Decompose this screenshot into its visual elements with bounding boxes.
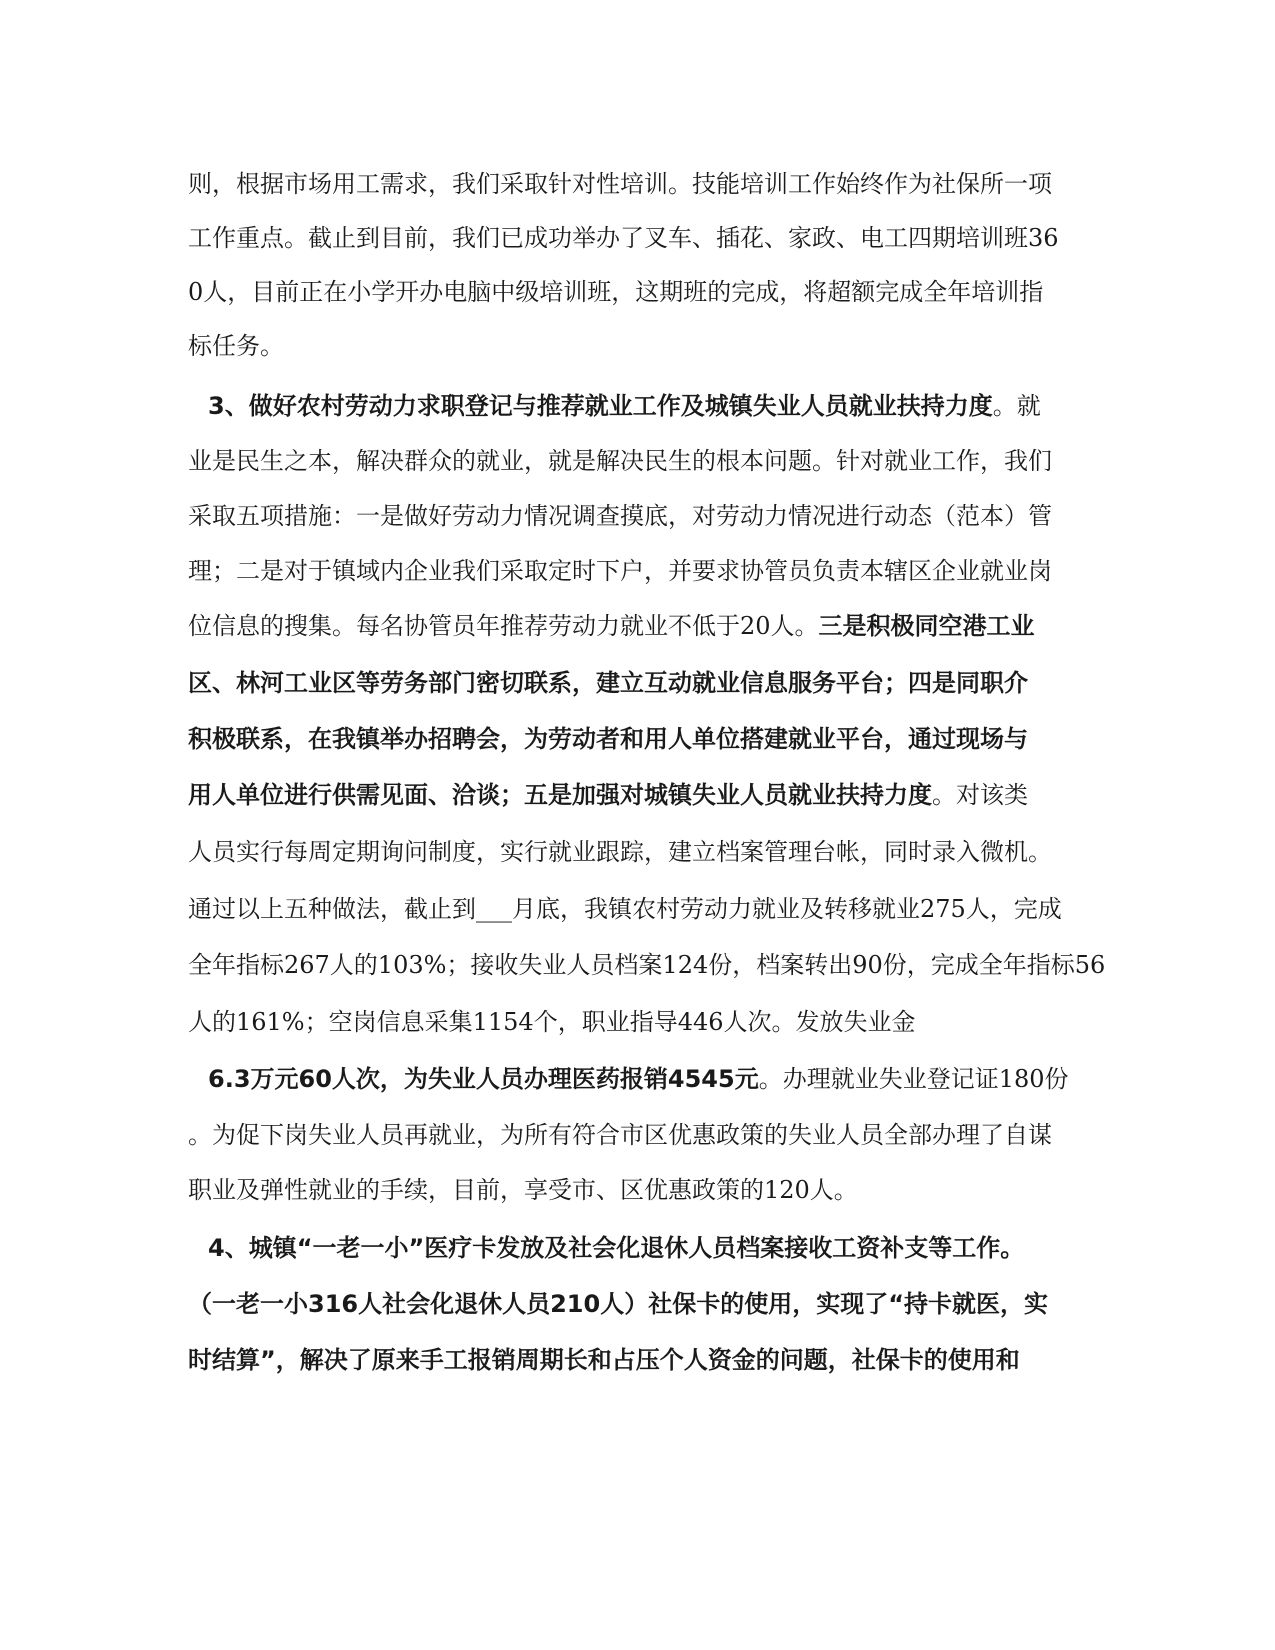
text-line [188, 775, 1088, 815]
text-segment: 。办理就业失业登记证180份 [758, 1065, 1069, 1093]
text-line [188, 551, 1088, 591]
text-segment: 。就 [992, 392, 1041, 420]
bold-text-segment: 三是积极同空港工业 [818, 612, 1035, 640]
text-segment: 工作重点。截止到目前，我们已成功举办了叉车、插花、家政、电工四期培训班36 [188, 224, 1059, 252]
text-line [188, 945, 1106, 985]
text-segment: 0人，目前正在小学开办电脑中级培训班，这期班的完成，将超额完成全年培训指 [188, 278, 1044, 306]
text-line [188, 496, 1088, 536]
text-line [188, 164, 1088, 204]
text-line [188, 606, 1088, 646]
bold-text-segment: 时结算”，解决了原来手工报销周期长和占压个人资金的问题，社保卡的使用和 [188, 1346, 1020, 1374]
text-line [208, 1059, 1108, 1099]
text-segment: 理；二是对于镇域内企业我们采取定时下户，并要求协管员负责本辖区企业就业岗 [188, 557, 1052, 585]
text-segment: 采取五项措施：一是做好劳动力情况调查摸底，对劳动力情况进行动态（范本）管 [188, 502, 1052, 530]
text-line [188, 272, 1088, 312]
text-line [188, 1002, 1088, 1042]
bold-text-segment: 6.3万元60人次，为失业人员办理医药报销4545元 [208, 1065, 759, 1093]
text-segment: 职业及弹性就业的手续，目前，享受市、区优惠政策的120人。 [188, 1176, 858, 1204]
text-line [208, 386, 1108, 426]
bold-text-segment: 区、林河工业区等劳务部门密切联系，建立互动就业信息服务平台；四是同职介 [188, 669, 1028, 697]
bold-text-segment: 4、城镇“一老一小”医疗卡发放及社会化退休人员档案接收工资补支等工作。 [208, 1234, 1025, 1262]
text-line [188, 1170, 1088, 1210]
text-line [208, 1228, 1108, 1268]
text-segment: 标任务。 [188, 332, 284, 360]
text-segment: 。为促下岗失业人员再就业，为所有符合市区优惠政策的失业人员全部办理了自谋 [188, 1121, 1052, 1149]
text-line [188, 889, 1088, 929]
text-line [188, 663, 1088, 703]
text-line [188, 1340, 1088, 1380]
bold-text-segment: 用人单位进行供需见面、洽谈；五是加强对城镇失业人员就业扶持力度 [188, 781, 932, 809]
text-segment: 位信息的搜集。每名协管员年推荐劳动力就业不低于20人。 [188, 612, 819, 640]
text-line [188, 218, 1088, 258]
text-segment: 人的161%；空岗信息采集1154个，职业指导446人次。发放失业金 [188, 1008, 916, 1036]
bold-text-segment: 积极联系，在我镇举办招聘会，为劳动者和用人单位搭建就业平台，通过现场与 [188, 725, 1028, 753]
text-segment: 。对该类 [932, 781, 1028, 809]
text-line [188, 441, 1088, 481]
text-segment: 业是民生之本，解决群众的就业，就是解决民生的根本问题。针对就业工作，我们 [188, 447, 1052, 475]
text-segment: 全年指标267人的103%；接收失业人员档案124份，档案转出90份，完成全年指标56 [188, 951, 1106, 979]
text-line [188, 719, 1088, 759]
bold-text-segment: （一老一小316人社会化退休人员210人）社保卡的使用，实现了“持卡就医，实 [188, 1290, 1048, 1318]
text-line [188, 832, 1088, 872]
bold-text-segment: 3、做好农村劳动力求职登记与推荐就业工作及城镇失业人员就业扶持力度 [208, 392, 993, 420]
text-line [188, 326, 1088, 366]
text-segment: 通过以上五种做法，截止到___月底，我镇农村劳动力就业及转移就业275人，完成 [188, 895, 1062, 923]
text-segment: 人员实行每周定期询问制度，实行就业跟踪，建立档案管理台帐，同时录入微机。 [188, 838, 1052, 866]
text-line [188, 1115, 1088, 1155]
text-segment: 则，根据市场用工需求，我们采取针对性培训。技能培训工作始终作为社保所一项 [188, 170, 1052, 198]
text-line [188, 1284, 1088, 1324]
